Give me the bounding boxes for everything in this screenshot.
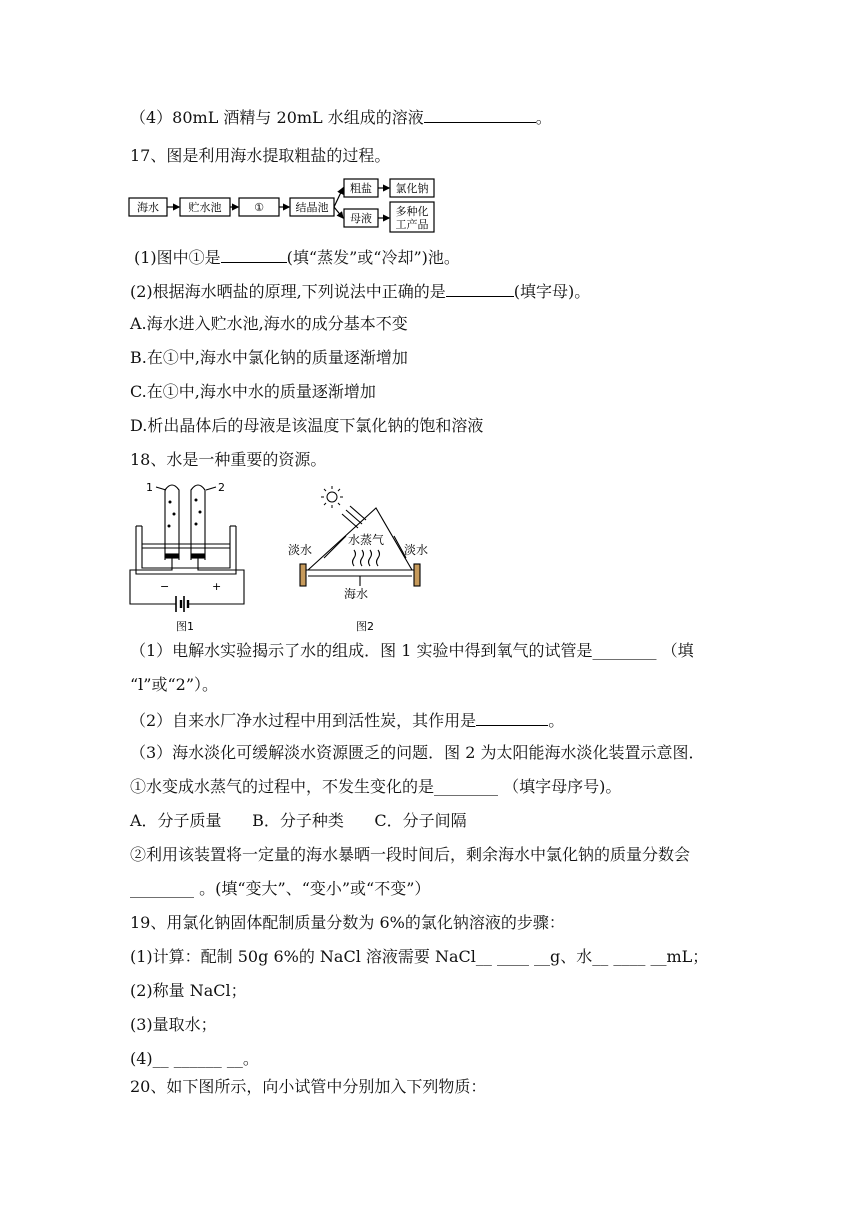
q18-part2	[130, 709, 564, 731]
q17-option-b: B.在①中,海水中氯化钠的质量逐渐增加	[130, 348, 408, 367]
fresh-water-left-label: 淡水	[288, 543, 313, 557]
q17-option-a: A.海水进入贮水池,海水的成分基本不变	[130, 314, 408, 333]
q16-item4-text: （4）80mL 酒精与 20mL 水组成的溶液	[130, 108, 424, 127]
figure2-caption: 图2	[356, 620, 374, 633]
q16-item4-end: 。	[535, 108, 552, 127]
answer-blank	[221, 246, 287, 263]
flow-label-mother-liquor: 母液	[350, 212, 372, 225]
q19-step3: (3)量取水；	[130, 1015, 217, 1034]
positive-terminal: +	[212, 580, 222, 593]
water-vapor-label: 水蒸气	[348, 533, 385, 547]
q18-part3-2-line1: ②利用该装置将一定量的海水暴晒一段时间后，剩余海水中氯化钠的质量分数会	[130, 845, 691, 864]
q17-p1-tail: (填“蒸发”或“冷却”)池。	[286, 248, 460, 267]
q18-p2-text: （2）自来水厂净水过程中用到活性炭，其作用是	[130, 711, 477, 730]
flow-label-crude-salt: 粗盐	[350, 182, 372, 195]
q18-part1-line2: “l”或“2”）。	[130, 675, 219, 694]
q20-stem: 20、如下图所示，向小试管中分别加入下列物质：	[130, 1077, 487, 1096]
q17-stem: 17、图是利用海水提取粗盐的过程。	[130, 146, 391, 165]
salt-flow-diagram	[128, 176, 438, 234]
q18-part1-line1: （1）电解水实验揭示了水的组成．图 1 实验中得到氧气的试管是________ （填	[130, 641, 694, 660]
electrolysis-figure	[128, 478, 248, 636]
q18-part3-1: ①水变成水蒸气的过程中，不发生变化的是________ （填字母序号)。	[130, 777, 622, 796]
negative-terminal: −	[160, 580, 170, 593]
q17-p1-text: (1)图中①是	[134, 248, 221, 267]
solar-desalination-figure	[284, 478, 440, 636]
q17-part2	[130, 280, 590, 302]
flow-label-crystal: 结晶池	[295, 201, 329, 214]
q19-step1: (1)计算：配制 50g 6%的 NaCl 溶液需要 NaCl__ ____ __g、水__ ____ __mL；	[130, 947, 709, 966]
q18-p2-tail: 。	[548, 711, 565, 730]
q16-item4-line	[130, 106, 552, 128]
q17-option-d: D.析出晶体后的母液是该温度下氯化钠的饱和溶液	[130, 416, 484, 435]
tube-label-1: 1	[146, 481, 153, 494]
figure1-caption: 图1	[176, 620, 194, 633]
sun-icon	[321, 486, 343, 508]
tube-label-2: 2	[218, 481, 225, 494]
q19-step4: (4)__ ______ __。	[130, 1049, 259, 1068]
fresh-water-right-label: 淡水	[404, 543, 429, 557]
q17-part1	[134, 246, 460, 268]
q18-stem: 18、水是一种重要的资源。	[130, 450, 327, 469]
answer-blank	[424, 106, 536, 123]
q18-part3: （3）海水淡化可缓解淡水资源匮乏的问题．图 2 为太阳能海水淡化装置示意图．	[130, 743, 705, 762]
flow-label-chem-2: 工产品	[395, 218, 429, 231]
q17-option-c: C.在①中,海水中水的质量逐渐增加	[130, 382, 376, 401]
q19-stem: 19、用氯化钠固体配制质量分数为 6%的氯化钠溶液的步骤：	[130, 913, 565, 932]
q18-options: A．分子质量 B．分子种类 C．分子间隔	[130, 811, 467, 830]
seawater-label: 海水	[344, 587, 369, 601]
flow-label-chem-1: 多种化	[395, 205, 429, 218]
flow-label-nacl: 氯化钠	[395, 182, 429, 195]
flow-label-seawater: 海水	[137, 201, 159, 214]
q17-p2-tail: (填字母)。	[513, 282, 591, 301]
flow-label-reservoir: 贮水池	[188, 201, 222, 214]
answer-blank	[476, 709, 548, 726]
answer-blank	[446, 280, 514, 297]
q17-p2-text: (2)根据海水晒盐的原理,下列说法中正确的是	[130, 282, 446, 301]
flow-label-step1: ①	[254, 201, 264, 214]
q19-step2: (2)称量 NaCl；	[130, 981, 247, 1000]
q18-part3-2-line2: ________ 。(填“变大”、“变小”或“不变”）	[130, 879, 431, 898]
